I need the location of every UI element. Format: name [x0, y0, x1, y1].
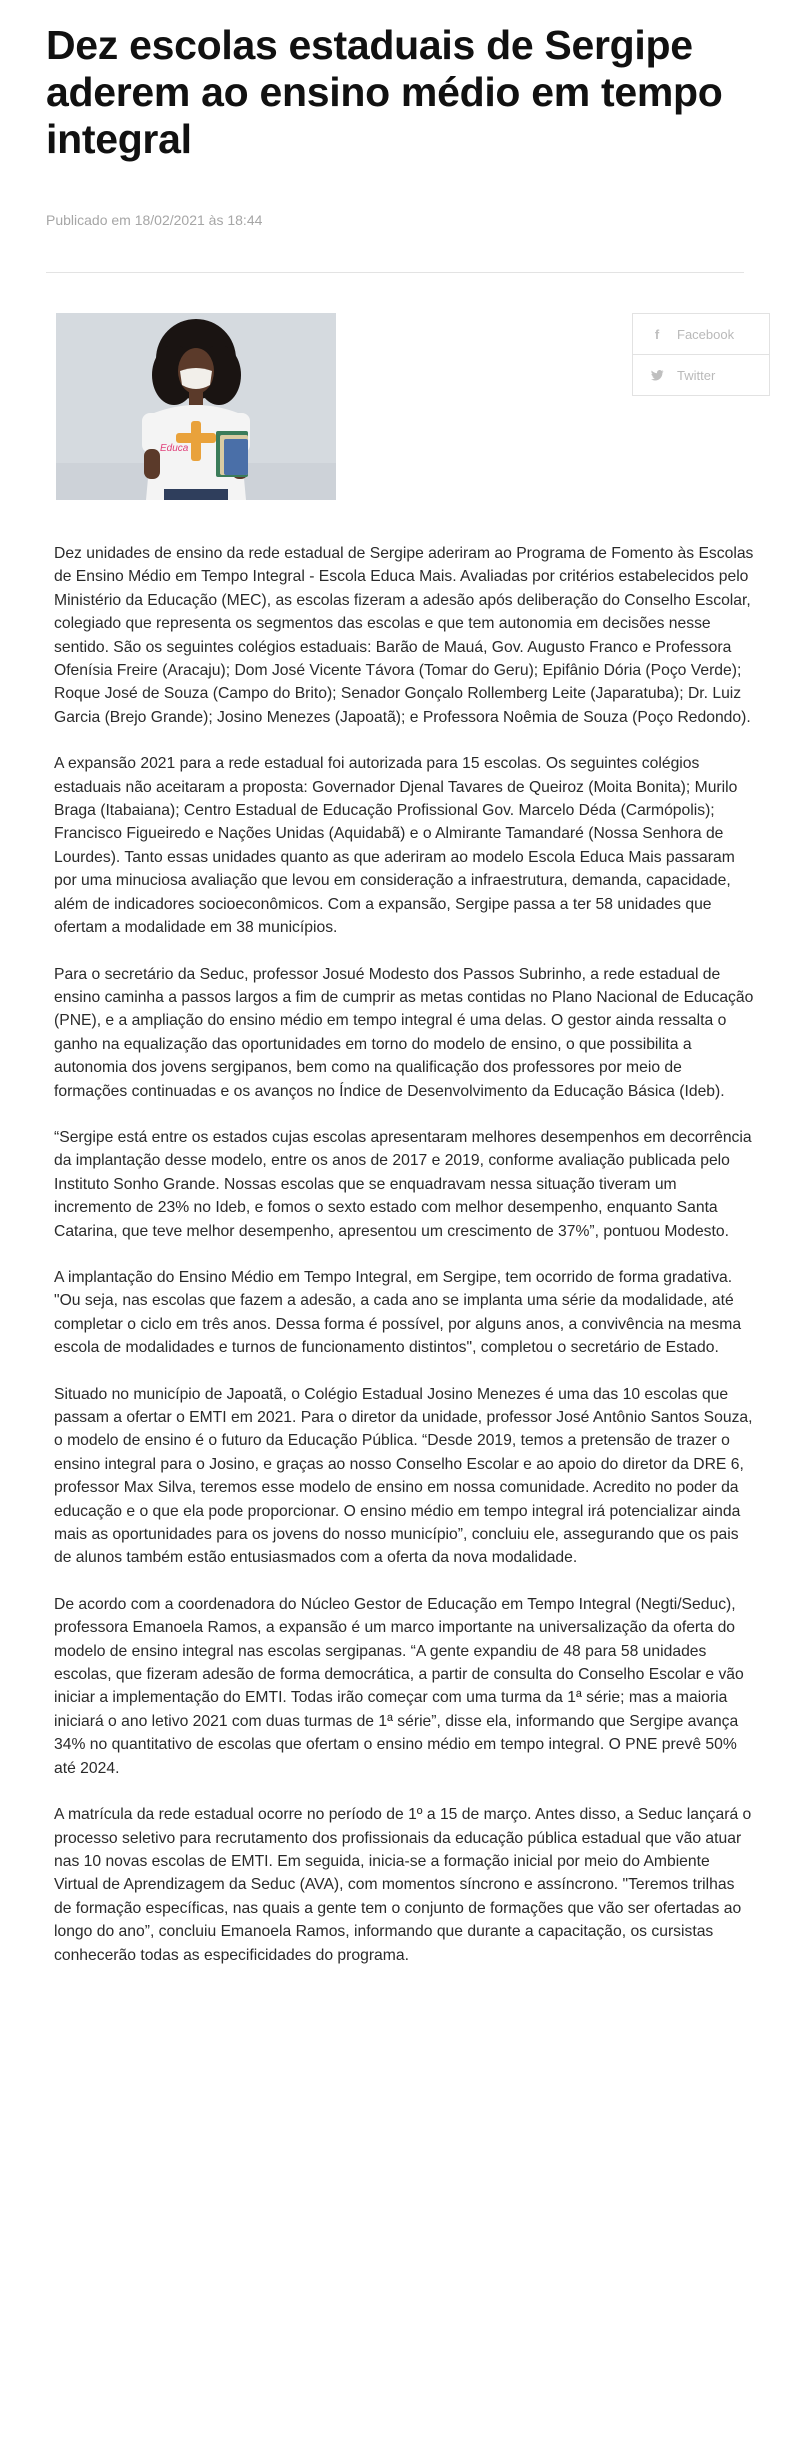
paragraph: Situado no município de Japoatã, o Colégio Estadual Josino Menezes é uma das 10 escolas que passam a ofertar o EMTI em 2021. Para o diretor da unidade, professor José Antônio Santos Souza, o modelo de ensino é o futuro da Educação Pública. “Desde 2019, temos a pretensão de trazer o ensino integral para o Josino, e graças ao nosso Conselho Escolar e ao apoio do diretor da DRE 6, professor Max Silva, teremos esse modelo de ensino em nossa comunidade. Acredito no poder da educação e o que ela pode proporcionar. O ensino médio em tempo integral irá potencializar ainda mais as oportunidades para os jovens do nosso município”, concluiu ele, assegurando que os pais de alunos também estão entusiasmados com a oferta da nova modalidade.	[54, 1385, 753, 1567]
article-body	[54, 542, 754, 1990]
shirt-text: Educa	[160, 443, 189, 454]
publish-date: Publicado em 18/02/2021 às 18:44	[46, 212, 263, 228]
paragraph: Para o secretário da Seduc, professor Josué Modesto dos Passos Subrinho, a rede estadual de ensino caminha a passos largos a fim de cumprir as metas contidas no Plano Nacional de Educação (PNE), e a ampliação do ensino médio em tempo integral é uma delas. O gestor ainda ressalta o ganho na equalização das oportunidades em torno do modelo de ensino, o que possibilita a autonomia dos jovens sergipanos, bem como na qualificação dos professores por meio de formações continuadas e os avanços no Índice de Desenvolvimento da Educação Básica (Ideb).	[54, 965, 754, 1100]
paragraph: A matrícula da rede estadual ocorre no período de 1º a 15 de março. Antes disso, a Seduc lançará o processo seletivo para recrutamento dos profissionais da educação pública estadual que vão atuar nas 10 novas escolas de EMTI. Em seguida, inicia-se a formação inicial por meio do Ambiente Virtual de Aprendizagem da Seduc (AVA), com momentos síncrono e assíncrono. "Teremos trilhas de formação específicas, nas quais a gente tem o conjunto de formações que vão ser ofertadas ao longo do ano”, concluiu Emanoela Ramos, informando que durante a capacitação, os cursistas conhecerão todas as especificidades do programa.	[54, 1806, 752, 1964]
share-twitter-button[interactable]	[633, 354, 769, 395]
paragraph: A expansão 2021 para a rede estadual foi autorizada para 15 escolas. Os seguintes colégios estaduais não aceitaram a proposta: Governador Djenal Tavares de Queiroz (Moita Bonita); Murilo Braga (Itabaiana); Centro Estadual de Educação Profissional Gov. Marcelo Déda (Carmópolis); Francisco Figueiredo e Nações Unidas (Aquidabã) e o Almirante Tamandaré (Nossa Senhora de Lourdes). Tanto essas unidades quanto as que aderiram ao modelo Escola Educa Mais passaram por uma minuciosa avaliação que levou em consideração a infraestrutura, demanda, capacidade, além de indicadores socioeconômicos. Com a expansão, Sergipe passa a ter 58 unidades que ofertam a modalidade em 38 municípios.	[54, 755, 738, 937]
twitter-icon	[647, 370, 667, 381]
divider	[46, 272, 744, 273]
paragraph: Dez unidades de ensino da rede estadual de Sergipe aderiram ao Programa de Fomento às Escolas de Ensino Médio em Tempo Integral - Escola Educa Mais. Avaliadas por critérios estabelecidos pelo Ministério da Educação (MEC), as escolas fizeram a adesão após deliberação do Conselho Escolar, colegiado que representa os segmentos das escolas e que tem autonomia em decisões nesse sentido. São os seguintes colégios estaduais: Barão de Mauá, Gov. Augusto Franco e Professora Ofenísia Freire (Aracaju); Dom José Vicente Távora (Tomar do Geru); Epifânio Dória (Poço Verde); Roque José de Souza (Campo do Brito); Senador Gonçalo Rollemberg Leite (Japaratuba); Dr. Luiz Garcia (Brejo Grande); Josino Menezes (Japoatã); e Professora Noêmia de Souza (Poço Redondo).	[54, 545, 754, 726]
facebook-icon: f	[654, 326, 660, 342]
share-facebook-button[interactable]	[633, 314, 769, 354]
share-facebook-label: Facebook	[677, 326, 735, 342]
share-box	[632, 313, 770, 396]
article-photo	[56, 313, 336, 500]
paragraph: “Sergipe está entre os estados cujas escolas apresentaram melhores desempenhos em decorrência da implantação desse modelo, entre os anos de 2017 e 2019, conforme avaliação publicada pelo Instituto Sonho Grande. Nossas escolas que se enquadravam nessa situação tiveram um incremento de 23% no Ideb, e fomos o sexto estado com melhor desempenho, enquanto Santa Catarina, que teve melhor desempenho, apresentou um crescimento de 37%”, pontuou Modesto.	[54, 1128, 752, 1240]
student-illustration	[56, 313, 336, 500]
article-title: Dez escolas estaduais de Sergipe aderem ao ensino médio em tempo integral	[46, 22, 723, 162]
share-twitter-label: Twitter	[677, 367, 716, 383]
paragraph: De acordo com a coordenadora do Núcleo Gestor de Educação em Tempo Integral (Negti/Seduc), professora Emanoela Ramos, a expansão é um marco importante na universalização da oferta do modelo de ensino integral nas escolas sergipanas. “A gente expandiu de 48 para 58 unidades escolas, que fizeram adesão de forma democrática, a partir de consulta do Conselho Escolar e vão iniciar a implementação do EMTI. Todas irão começar com uma turma da 1ª série; mas a maioria iniciará o ano letivo 2021 com duas turmas de 1ª série”, disse ela, informando que Sergipe avança 34% no quantitativo de escolas que ofertam o ensino médio em tempo integral. O PNE prevê 50% até 2024.	[54, 1595, 744, 1777]
paragraph: A implantação do Ensino Médio em Tempo Integral, em Sergipe, tem ocorrido de forma gradativa. "Ou seja, nas escolas que fazem a adesão, a cada ano se implanta uma série da modalidade, até completar o ciclo em três anos. Dessa forma é possível, por alguns anos, a convivência na mesma escola de modalidades e turnos de funcionamento distintos", completou o secretário de Estado.	[54, 1268, 742, 1357]
